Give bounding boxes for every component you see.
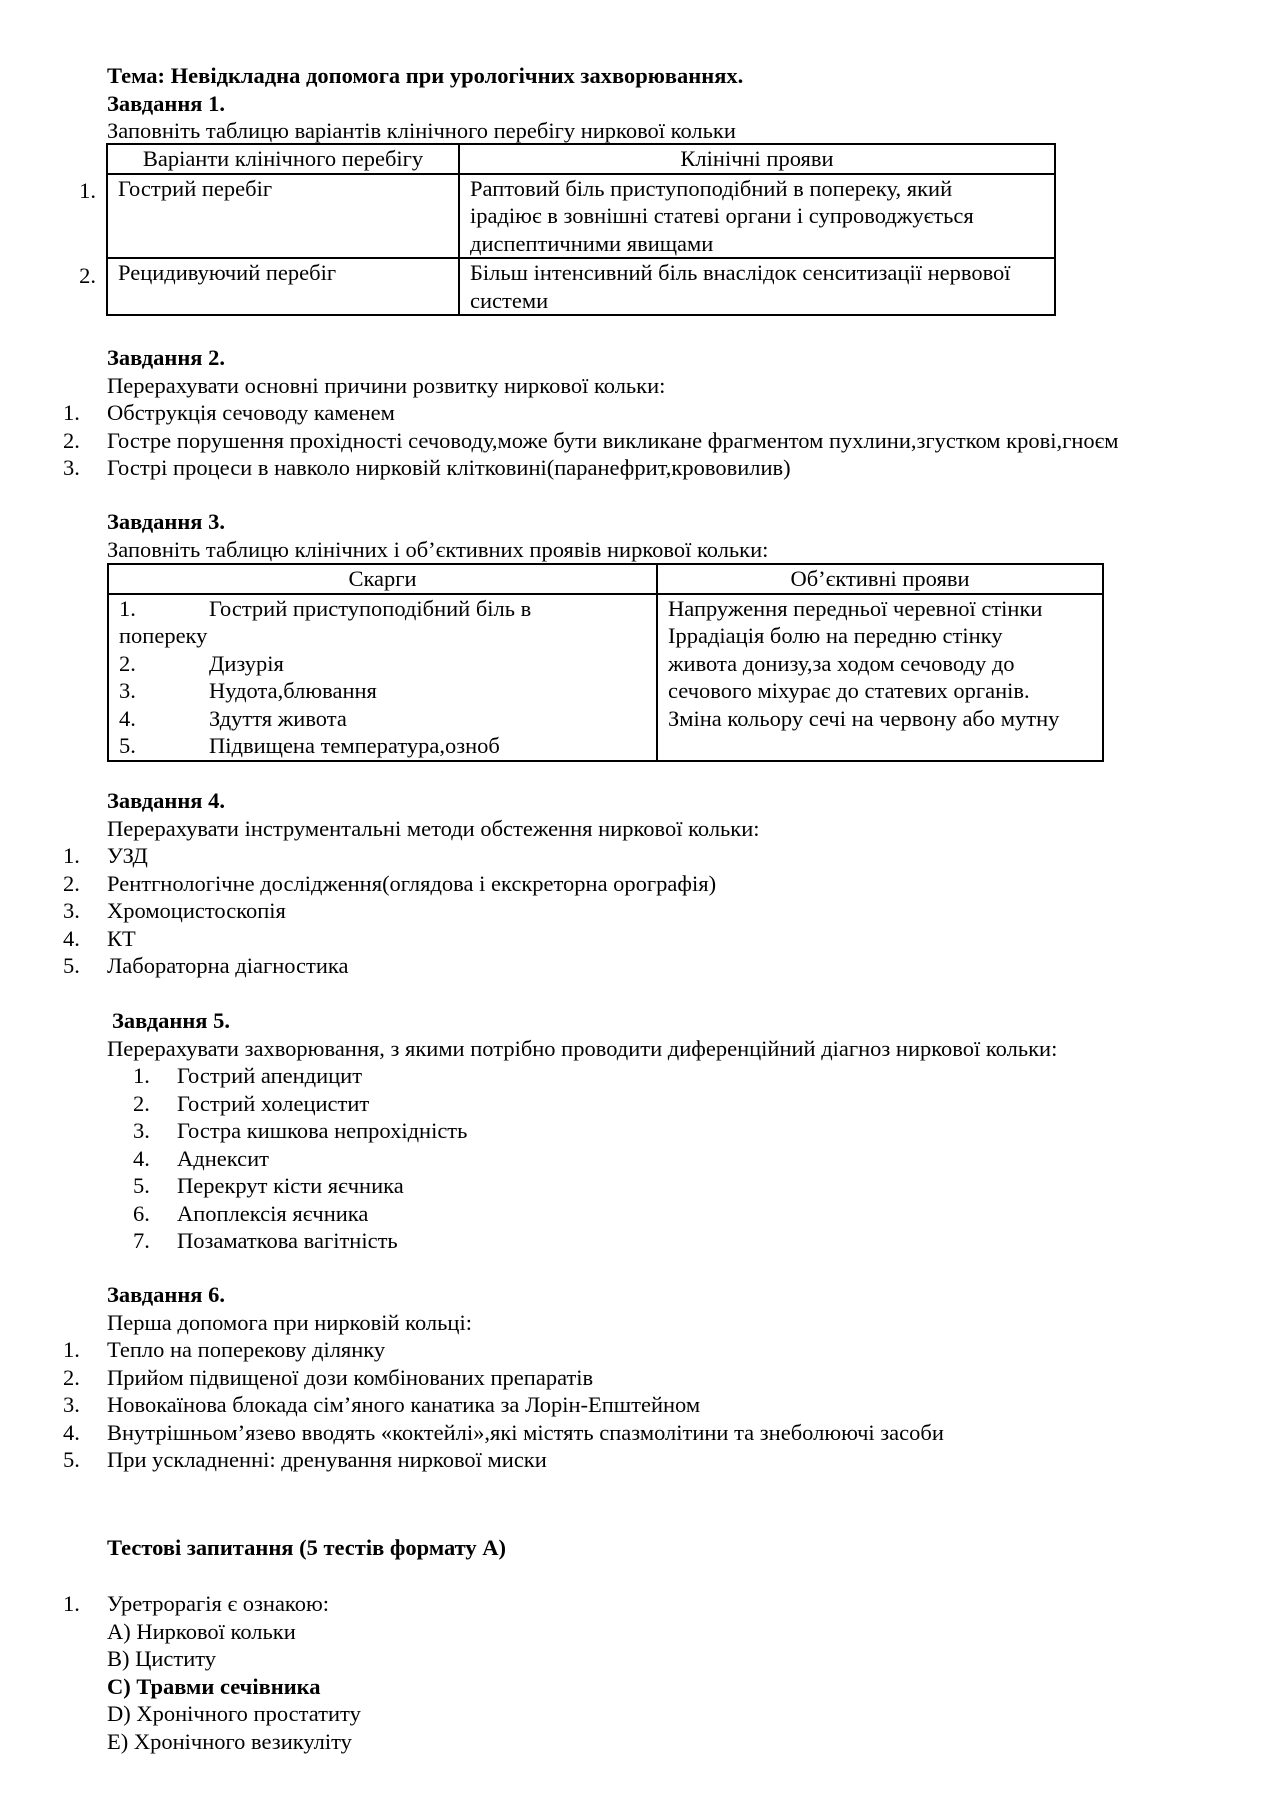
list-item-number: 6.	[133, 1200, 150, 1226]
complaint-line	[119, 595, 646, 623]
list-item-text: При ускладненні: дренування ниркової миски	[107, 1447, 547, 1472]
table-row	[107, 174, 1055, 259]
list-item-number: 4.	[133, 1145, 150, 1171]
objective-line: живота донизу,за ходом сечоводу до	[668, 650, 1015, 676]
task1-row-2-number: 2.	[79, 263, 96, 288]
list-item	[0, 1117, 1260, 1145]
list-item	[0, 1062, 1260, 1090]
list-item-number: 5.	[63, 953, 80, 978]
tests-block	[107, 1534, 1260, 1562]
test-question-1	[63, 1590, 1260, 1755]
task6-block	[63, 1281, 1260, 1474]
list-item-number: 2.	[63, 870, 80, 896]
list-item	[0, 1172, 1260, 1200]
task5-intro: Перерахувати захворювання, з якими потрібно проводити диференційний діагноз ниркової кольки:	[107, 1035, 1058, 1061]
answer-option-e: E) Хронічного везикуліту	[107, 1728, 352, 1754]
task1-table	[106, 143, 1056, 316]
list-item	[0, 1145, 1260, 1173]
task1-row-2-variant: Рецидивуючий перебіг	[107, 258, 459, 315]
list-item-number: 4.	[63, 925, 80, 951]
task4-block	[63, 787, 1260, 980]
task5-list	[107, 1062, 1260, 1255]
list-item-text: КТ	[107, 925, 136, 951]
list-item	[0, 399, 1260, 427]
task3-complaints-cell	[108, 594, 657, 761]
list-item-number: 7.	[133, 1228, 150, 1253]
list-item-number: 1.	[133, 1063, 150, 1088]
list-item-text: Апоплексія яєчника	[177, 1200, 369, 1226]
list-item-text: Лабораторна діагностика	[107, 953, 349, 978]
complaint-text: Нудота,блювання	[209, 678, 377, 703]
header-block	[107, 62, 1260, 145]
answer-option-b: B) Циститу	[107, 1646, 217, 1671]
list-item-text: Обструкція сечоводу каменем	[107, 400, 395, 425]
task5-block	[107, 1007, 1260, 1255]
list-item-number: 3.	[63, 455, 80, 480]
task1-row-2-line-1: Більш інтенсивний біль внаслідок сенситизації нервової	[470, 260, 1011, 285]
table-row	[107, 258, 1055, 315]
task3-header-objective: Об’єктивні прояви	[657, 564, 1103, 594]
complaint-number: 2.	[119, 650, 136, 676]
list-item-text: Тепло на поперекову ділянку	[107, 1337, 386, 1362]
list-item-number: 1.	[63, 1337, 80, 1362]
complaint-number: 3.	[119, 678, 136, 703]
task3-header-complaints: Скарги	[108, 564, 657, 594]
list-item-text: УЗД	[107, 843, 148, 868]
task4-heading: Завдання 4.	[107, 788, 225, 813]
list-item	[0, 1419, 1260, 1447]
task4-list	[63, 842, 1260, 980]
list-item	[0, 1336, 1260, 1364]
list-item	[0, 427, 1260, 455]
objective-line: Зміна кольору сечі на червону або мутну	[668, 705, 1060, 731]
list-item	[0, 1391, 1260, 1419]
list-item-number: 5.	[133, 1173, 150, 1198]
answer-options	[107, 1618, 1260, 1756]
table-row	[108, 594, 1103, 761]
list-item-text: Рентгнологічне дослідження(оглядова і екскреторна орографія)	[107, 870, 717, 896]
complaint-text: Підвищена температура,озноб	[209, 733, 500, 758]
list-item	[0, 842, 1260, 870]
list-item-number: 3.	[63, 1392, 80, 1417]
task6-intro: Перша допомога при нирковій кольці:	[107, 1309, 472, 1335]
list-item-number: 1.	[63, 400, 80, 425]
task1-row-1-number: 1.	[79, 178, 96, 203]
list-item-text: Гострий апендицит	[177, 1063, 363, 1088]
list-item-number: 4.	[63, 1419, 80, 1445]
task1-intro: Заповніть таблицю варіантів клінічного перебігу ниркової кольки	[107, 118, 736, 143]
list-item	[0, 1227, 1260, 1255]
complaint-line	[119, 650, 646, 678]
list-item	[0, 925, 1260, 953]
list-item-number: 3.	[63, 898, 80, 923]
complaint-line	[119, 705, 646, 733]
task6-list	[63, 1336, 1260, 1474]
list-item	[0, 952, 1260, 980]
test-list	[63, 1590, 1260, 1618]
complaint-line	[119, 732, 646, 760]
answer-option-a: A) Ниркової кольки	[107, 1618, 296, 1644]
complaint-text: Здуття живота	[209, 705, 347, 731]
task2-list	[63, 399, 1260, 482]
task1-row-1-line-1: Раптовий біль приступоподібний в попереку, який	[470, 175, 953, 201]
task1-header-variants: Варіанти клінічного перебігу	[107, 144, 459, 174]
task2-intro: Перерахувати основні причини розвитку ниркової кольки:	[107, 372, 666, 398]
task1-row-1-line-2: ірадіює в зовнішні статеві органи і супроводжується	[470, 203, 974, 228]
task3-block	[107, 508, 1260, 563]
tests-heading: Тестові запитання (5 тестів формату А)	[107, 1535, 507, 1560]
list-item	[0, 897, 1260, 925]
list-item-text: Перекрут кісти яєчника	[177, 1173, 404, 1198]
list-item-number: 3.	[133, 1118, 150, 1143]
objective-line: Напруження передньої черевної стінки	[668, 595, 1043, 621]
list-item-text: Гострий холецистит	[177, 1090, 370, 1116]
task1-row-1-variant: Гострий перебіг	[107, 174, 459, 259]
task1-row-2-line-2: системи	[470, 287, 549, 313]
complaint-number: 1.	[119, 595, 136, 621]
list-item-text: Позаматкова вагітність	[177, 1228, 398, 1253]
list-item-text: Новокаїнова блокада сім’яного канатика за Лорін-Епштейном	[107, 1392, 701, 1417]
question-number: 1.	[63, 1591, 80, 1616]
complaint-line	[119, 677, 646, 705]
task1-header-manifestations: Клінічні прояви	[459, 144, 1055, 174]
list-item	[0, 870, 1260, 898]
task1-row-2-manifestation	[459, 258, 1055, 315]
list-item-text: Гостра кишкова непрохідність	[177, 1118, 468, 1143]
complaint-line-continued: попереку	[119, 623, 208, 648]
task5-heading: Завдання 5.	[112, 1008, 230, 1033]
list-item	[0, 1590, 1260, 1618]
objective-line: сечового міхурає до статевих органів.	[668, 678, 1030, 703]
list-item	[0, 1364, 1260, 1392]
list-item-number: 2.	[63, 1364, 80, 1390]
list-item	[0, 1090, 1260, 1118]
list-item-text: Гострі процеси в навколо нирковій клітковині(паранефрит,крововилив)	[107, 455, 791, 480]
list-item-number: 2.	[63, 427, 80, 453]
list-item-text: Хромоцистоскопія	[107, 898, 286, 923]
task2-heading: Завдання 2.	[107, 345, 225, 370]
answer-option-d: D) Хронічного простатиту	[107, 1701, 361, 1726]
task1-table-header	[107, 144, 1055, 174]
answer-option-c-correct: C) Травми сечівника	[107, 1673, 321, 1699]
list-item-text: Внутрішньом’язево вводять «коктейлі»,які містять спазмолітини та знеболюючі засоби	[107, 1419, 944, 1445]
list-item-text: Прийом підвищеної дози комбінованих препаратів	[107, 1364, 594, 1390]
list-item	[0, 454, 1260, 482]
list-item-number: 1.	[63, 843, 80, 868]
complaint-number: 5.	[119, 733, 136, 758]
task2-block	[63, 344, 1260, 482]
list-item	[0, 1200, 1260, 1228]
task3-table	[107, 563, 1104, 762]
task1-heading: Завдання 1.	[107, 90, 225, 116]
list-item-text: Аднексит	[177, 1145, 269, 1171]
list-item-number: 5.	[63, 1447, 80, 1472]
task3-heading: Завдання 3.	[107, 509, 225, 534]
list-item-text: Гостре порушення прохідності сечоводу,може бути викликане фрагментом пухлини,згустком крові,гноєм	[107, 427, 1119, 453]
document-title: Тема: Невідкладна допомога при урологічних захворюваннях.	[107, 63, 744, 88]
task4-intro: Перерахувати інструментальні методи обстеження ниркової кольки:	[107, 815, 760, 841]
list-item-number: 2.	[133, 1090, 150, 1116]
complaint-text: Гострий приступоподібний біль в	[209, 595, 532, 621]
task3-table-header	[108, 564, 1103, 594]
list-item	[0, 1446, 1260, 1474]
task1-row-1-manifestation	[459, 174, 1055, 259]
complaint-number: 4.	[119, 705, 136, 731]
task3-intro: Заповніть таблицю клінічних і об’єктивних проявів ниркової кольки:	[107, 536, 769, 562]
task3-objective-cell	[657, 594, 1103, 761]
objective-line: Іррадіація болю на передню стінку	[668, 623, 1003, 648]
complaint-text: Дизурія	[209, 650, 284, 676]
task1-row-1-line-3: диспептичними явищами	[470, 230, 714, 256]
task6-heading: Завдання 6.	[107, 1282, 225, 1307]
question-text: Уретрорагія є ознакою:	[107, 1591, 330, 1616]
